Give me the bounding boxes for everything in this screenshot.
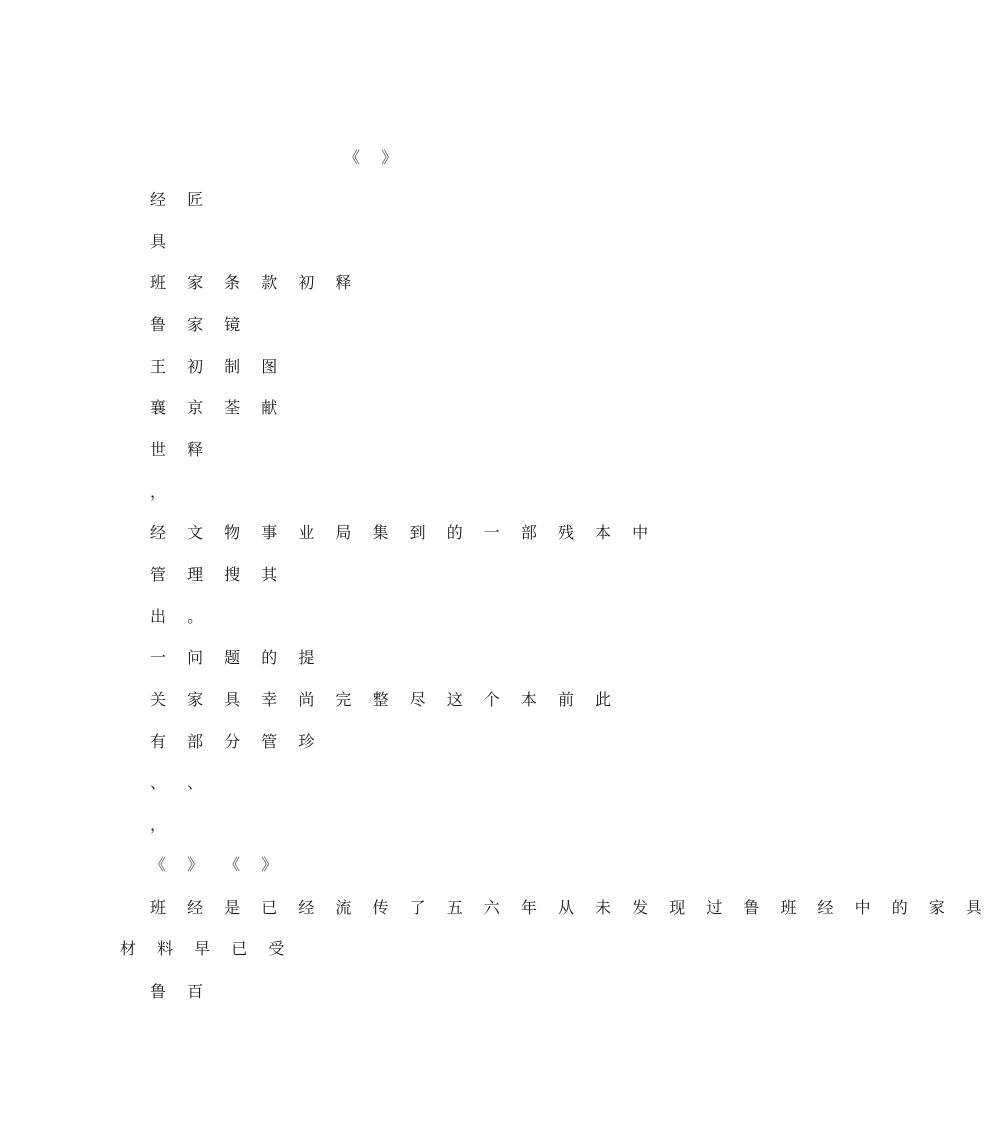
text-line: 一 问 题 的 提	[150, 648, 323, 667]
text-line: 、 、	[150, 773, 212, 792]
text-line: 管 理 搜 其	[150, 565, 286, 584]
text-line: 班 经 是 已 经 流 传 了 五 六 年 从 未 发 现 过 鲁 班 经 中 的 家 具	[150, 898, 990, 917]
text-line: 《 》 《 》	[150, 855, 286, 874]
text-line: 经 文 物 事 业 局 集 到 的 一 部 残 本 中	[150, 523, 657, 542]
text-line: 襄 京 荃 献	[150, 398, 286, 417]
text-line: 关 家 具 幸 尚 完 整 尽 这 个 本 前 此	[150, 690, 620, 709]
text-line: ，	[150, 815, 175, 834]
document-title: 《 》	[344, 148, 406, 167]
text-line: 世 释	[150, 440, 212, 459]
text-line: 班 家 条 款 初 释	[150, 273, 360, 292]
text-line: 鲁 百	[150, 982, 212, 1001]
text-line: 有 部 分 管 珍	[150, 732, 323, 751]
text-line: ，	[150, 482, 175, 501]
text-line: 具	[150, 232, 175, 251]
text-line: 材 料 早 已 受	[120, 939, 293, 958]
text-line: 出 。	[150, 607, 212, 626]
text-line: 鲁 家 镜	[150, 315, 249, 334]
text-line: 经 匠	[150, 190, 212, 209]
text-line: 王 初 制 图	[150, 357, 286, 376]
